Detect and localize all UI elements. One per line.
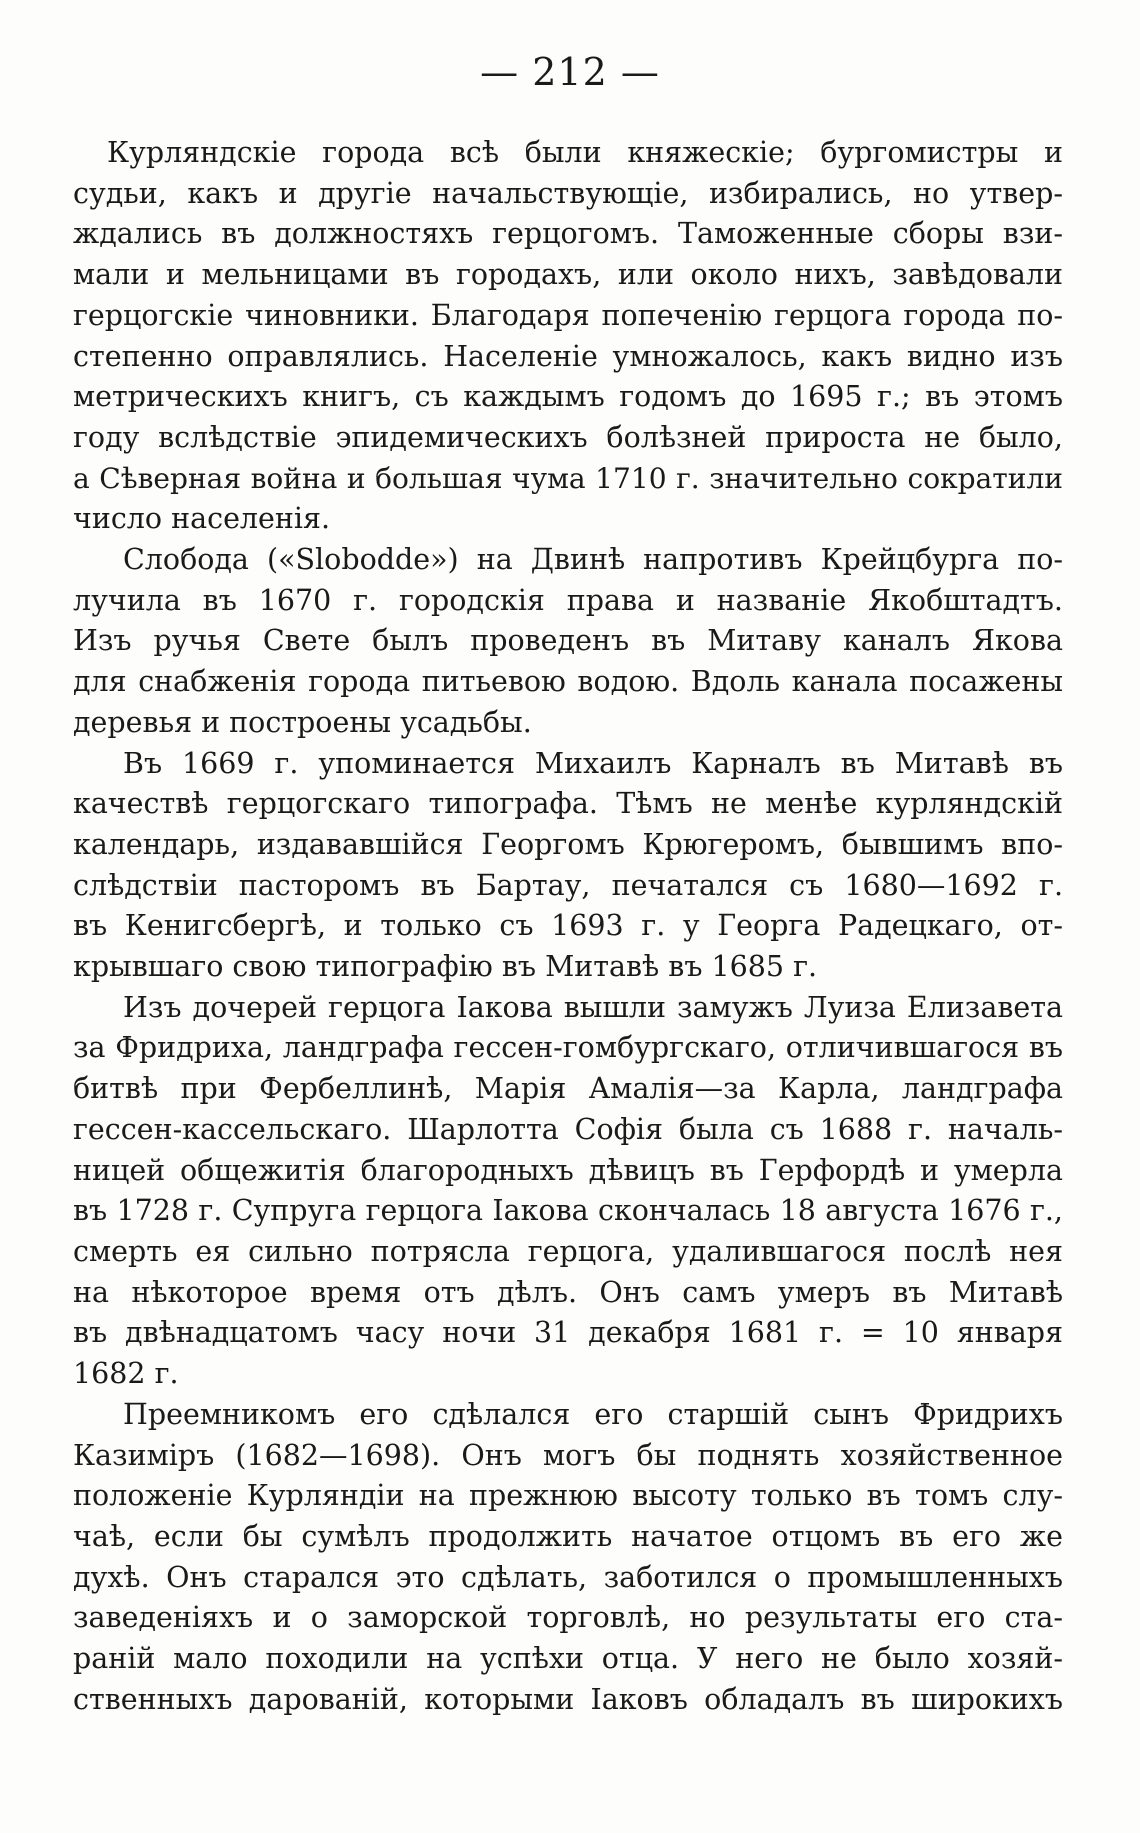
text-line: а Сѣверная война и большая чума 1710 г. значительно сократили	[73, 461, 1063, 495]
text-line: году вслѣдствіе эпидемическихъ болѣзней прироста не было,	[73, 420, 1063, 454]
text-line: гессен-кассельскаго. Шарлотта Софія была съ 1688 г. началь-	[73, 1112, 1063, 1146]
paragraph-1	[73, 133, 1063, 540]
paragraph-4	[73, 988, 1063, 1395]
text-line: въ Кенигсбергѣ, и только съ 1693 г. у Георга Радецкаго, от-	[73, 909, 1063, 943]
page-number: — 212 —	[480, 50, 660, 94]
text-line: Преемникомъ его сдѣлался его старшій сынъ Фридрихъ	[123, 1397, 1063, 1431]
text-line: судьи, какъ и другіе начальствующіе, избирались, но утвер-	[73, 176, 1063, 210]
text-line: метрическихъ книгъ, съ каждымъ годомъ до 1695 г.; въ этомъ	[73, 380, 1063, 414]
paragraph-2	[73, 540, 1063, 744]
text-line: въ двѣнадцатомъ часу ночи 31 декабря 1681 г. = 10 января	[73, 1316, 1063, 1350]
text-line: число населенія.	[73, 502, 331, 536]
text-line: Изъ дочерей герцога Іакова вышли замужъ Луиза Елизавета	[123, 990, 1063, 1024]
text-line: календарь, издававшійся Георгомъ Крюгеромъ, бывшимъ впо-	[73, 827, 1063, 861]
text-line: крывшаго свою типографію въ Митавѣ въ 1685 г.	[73, 950, 818, 984]
text-line: духѣ. Онъ старался это сдѣлать, заботился о промышленныхъ	[73, 1560, 1063, 1594]
text-line: слѣдствіи пасторомъ въ Бартау, печатался съ 1680—1692 г.	[73, 868, 1063, 902]
text-line: въ 1728 г. Супруга герцога Іакова скончалась 18 августа 1676 г.,	[73, 1194, 1063, 1228]
text-line: герцогскіе чиновники. Благодаря попеченію герцога города по-	[73, 298, 1063, 332]
text-line: заведеніяхъ и о заморской торговлѣ, но результаты его ста-	[73, 1601, 1063, 1635]
text-line: положеніе Курляндіи на прежнюю высоту только въ томъ слу-	[73, 1479, 1063, 1513]
text-line: 1682 г.	[73, 1357, 179, 1391]
text-line: ждались въ должностяхъ герцогомъ. Таможенные сборы взи-	[73, 217, 1063, 251]
text-line: степенно оправлялись. Населеніе умножалось, какъ видно изъ	[73, 339, 1063, 373]
paragraph-5	[73, 1395, 1063, 1721]
text-line: раній мало походили на успѣхи отца. У него не было хозяй-	[73, 1642, 1063, 1676]
text-body	[73, 133, 1063, 1720]
text-line: Казиміръ (1682—1698). Онъ могъ бы поднять хозяйственное	[73, 1438, 1063, 1472]
text-line: Изъ ручья Свете былъ проведенъ въ Митаву каналъ Якова	[73, 624, 1063, 658]
text-line: за Фридриха, ландграфа гессен-гомбургскаго, отличившагося въ	[73, 1031, 1063, 1065]
text-line: ственныхъ дарованій, которыми Іаковъ обладалъ въ широкихъ	[73, 1682, 1063, 1716]
text-line: лучила въ 1670 г. городскія права и названіе Якобштадтъ.	[73, 583, 1063, 617]
text-line: чаѣ, если бы сумѣлъ продолжить начатое отцомъ въ его же	[73, 1519, 1063, 1553]
text-line: качествѣ герцогскаго типографа. Тѣмъ не менѣе курляндскій	[73, 787, 1063, 821]
text-line: Слобода («Slobodde») на Двинѣ напротивъ Крейцбурга по-	[123, 543, 1063, 577]
text-line: деревья и построены усадьбы.	[73, 705, 532, 739]
text-line: смерть ея сильно потрясла герцога, удалившагося послѣ нея	[73, 1234, 1063, 1268]
text-line: для снабженія города питьевою водою. Вдоль канала посажены	[73, 665, 1063, 699]
text-line: битвѣ при Фербеллинѣ, Марія Амалія—за Карла, ландграфа	[73, 1072, 1063, 1106]
paragraph-3	[73, 744, 1063, 988]
text-line: на нѣкоторое время отъ дѣлъ. Онъ самъ умеръ въ Митавѣ	[73, 1275, 1063, 1309]
text-line: Курляндскіе города всѣ были княжескіе; бургомистры и	[107, 136, 1063, 169]
text-line: Въ 1669 г. упоминается Михаилъ Карналъ въ Митавѣ въ	[123, 746, 1063, 780]
text-line: мали и мельницами въ городахъ, или около нихъ, завѣдовали	[73, 258, 1063, 292]
text-line: ницей общежитія благородныхъ дѣвицъ въ Герфордѣ и умерла	[73, 1153, 1063, 1187]
